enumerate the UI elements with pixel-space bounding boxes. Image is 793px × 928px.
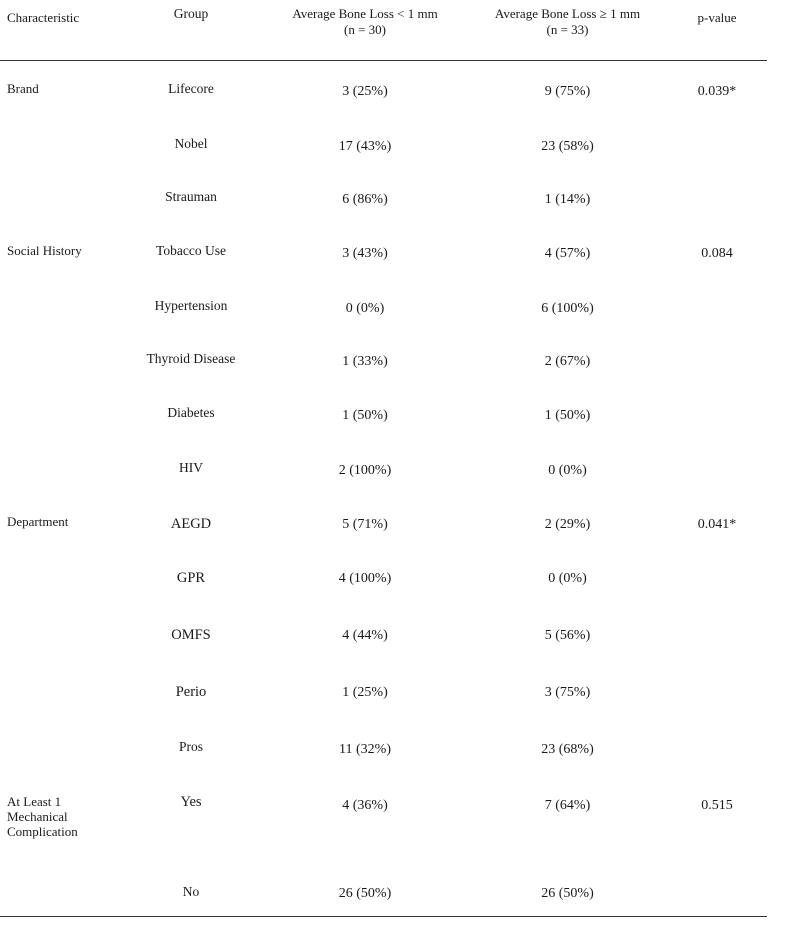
value-lt-cell: 0 (0%) [345,301,385,316]
header-characteristic: Characteristic [7,10,80,25]
header-bone-loss-lt-line1: Average Bone Loss < 1 mm [292,6,438,21]
value-lt-cell: 6 (86%) [342,192,388,207]
value-ge-cell: 23 (58%) [541,139,594,154]
value-lt-cell: 1 (33%) [342,354,388,369]
group-cell: Strauman [165,189,217,204]
characteristic-brand: Brand [7,81,39,96]
value-ge-cell: 26 (50%) [541,886,594,901]
value-ge-cell: 0 (0%) [548,463,587,478]
group-cell: Tobacco Use [156,243,226,258]
group-cell: Perio [175,684,207,700]
value-ge-cell: 2 (67%) [544,354,591,369]
value-ge-cell: 0 (0%) [548,571,587,586]
group-cell: Yes [180,794,202,810]
value-lt-cell: 26 (50%) [338,886,392,901]
header-bone-loss-lt [270,6,460,38]
header-bone-loss-ge-line1: Average Bone Loss ≥ 1 mm [494,6,641,21]
header-bone-loss-ge [470,6,665,38]
value-lt-cell: 3 (25%) [342,84,388,99]
group-cell: Pros [178,739,203,754]
bottom-rule [0,916,767,917]
value-lt-cell: 1 (25%) [342,685,388,700]
header-bone-loss-ge-line2: (n = 33) [546,22,589,37]
value-lt-cell: 1 (50%) [342,408,388,423]
characteristic-line: Mechanical [7,809,68,824]
value-lt-cell: 17 (43%) [338,139,392,154]
value-ge-cell: 3 (75%) [544,685,591,700]
value-ge-cell: 5 (56%) [544,628,591,643]
group-cell: No [182,884,200,899]
group-cell: AEGD [170,516,212,532]
value-lt-cell: 11 (32%) [339,742,391,757]
group-cell: GPR [176,570,206,586]
header-bone-loss-lt-line2: (n = 30) [344,22,386,37]
group-cell: OMFS [171,627,211,643]
characteristic-line: Complication [7,824,78,839]
characteristic-mechanical-complication [7,794,117,839]
characteristic-line: At Least 1 [7,794,62,809]
characteristic-department: Department [7,514,69,529]
group-cell: Thyroid Disease [146,351,236,366]
value-ge-cell: 2 (29%) [544,517,591,532]
group-cell: Lifecore [168,81,214,96]
value-ge-cell: 6 (100%) [541,301,594,316]
value-lt-cell: 4 (36%) [342,798,388,813]
group-cell: Diabetes [167,405,215,420]
pvalue-brand: 0.039* [697,84,737,99]
value-lt-cell: 5 (71%) [342,517,388,532]
pvalue-department: 0.041* [697,517,737,532]
header-pvalue: p-value [697,10,737,25]
value-lt-cell: 2 (100%) [338,463,392,478]
value-ge-cell: 9 (75%) [544,84,591,99]
value-ge-cell: 1 (50%) [544,408,591,423]
header-group: Group [173,6,209,21]
value-lt-cell: 4 (100%) [338,571,392,586]
value-ge-cell: 23 (68%) [541,742,594,757]
value-lt-cell: 4 (44%) [342,628,388,643]
value-ge-cell: 7 (64%) [544,798,591,813]
header-rule [0,60,767,61]
group-cell: HIV [179,460,203,475]
pvalue-mechanical-complication: 0.515 [701,798,733,813]
value-ge-cell: 1 (14%) [544,192,591,207]
pvalue-social-history: 0.084 [701,246,733,261]
group-cell: Hypertension [154,298,228,313]
characteristic-social-history: Social History [7,243,82,258]
group-cell: Nobel [174,136,208,151]
value-lt-cell: 3 (43%) [342,246,388,261]
value-ge-cell: 4 (57%) [544,246,591,261]
